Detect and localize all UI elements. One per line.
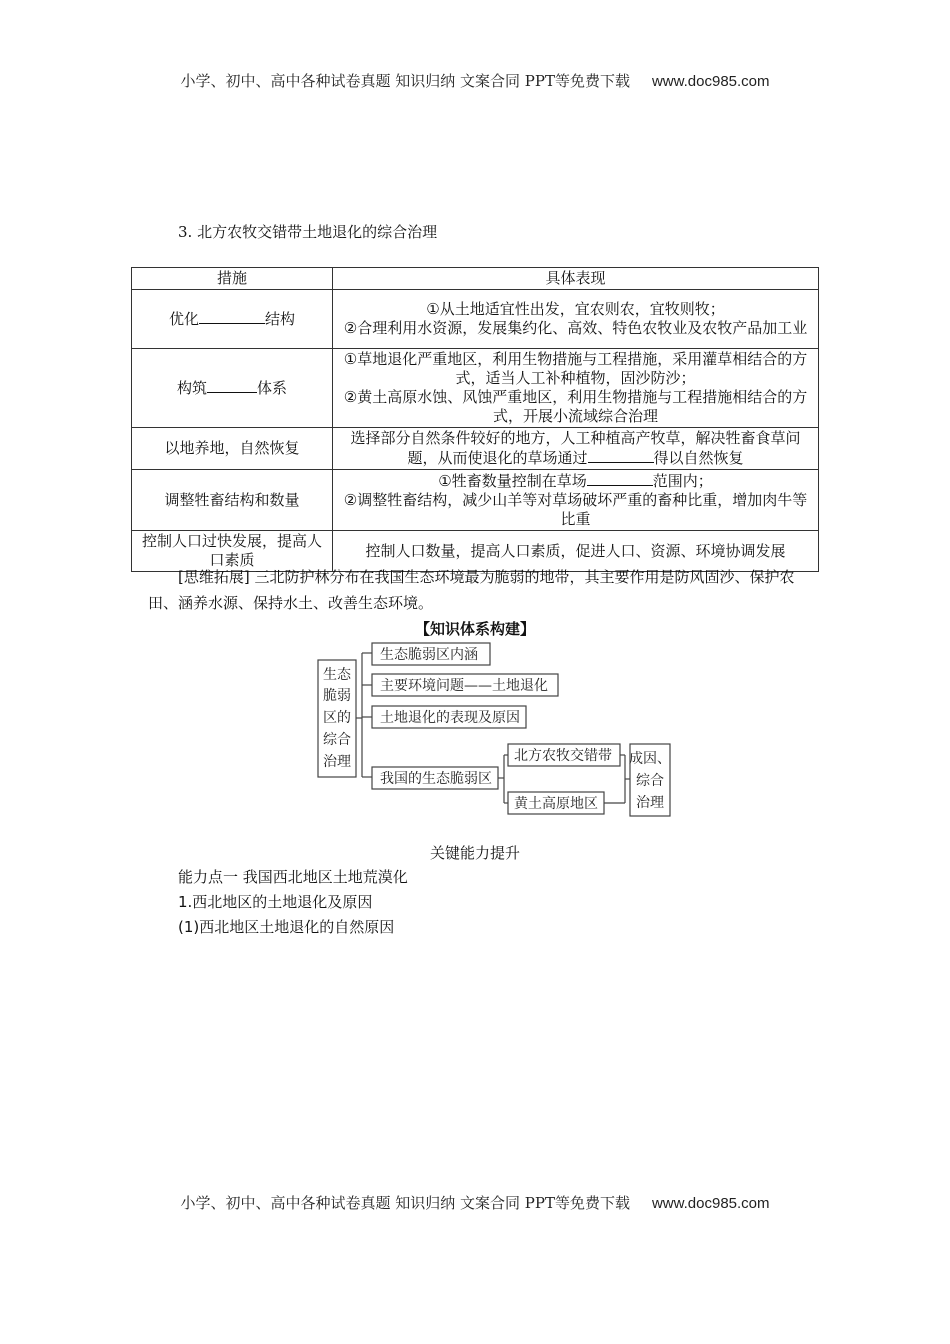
header-text: 小学、初中、高中各种试卷真题 知识归纳 文案合同 PPT等免费下载 xyxy=(180,72,630,90)
measure-cell: 调整牲畜结构和数量 xyxy=(132,470,333,531)
page-header xyxy=(0,70,950,91)
table-row xyxy=(132,470,819,531)
root-label-line: 治理 xyxy=(323,754,351,770)
concept-map-lines xyxy=(318,643,670,816)
branch-box xyxy=(372,643,490,665)
detail-line: ②合理利用水资源，发展集约化、高效、特色农牧业及农牧产品加工业 xyxy=(343,319,808,337)
detail-text: 得以自然恢复 xyxy=(653,449,744,467)
ability-point-heading: 能力点一 我国西北地区土地荒漠化 xyxy=(178,868,408,886)
detail-cell xyxy=(333,349,819,428)
root-label-line: 生态 xyxy=(323,667,351,683)
extension-text: [思维拓展] 三北防护林分布在我国生态环境最为脆弱的地带，其主要作用是防风固沙、保护农田、涵养水源、保持水土、改善生态环境。 xyxy=(148,568,795,612)
key-section-title: 关键能力提升 xyxy=(429,844,520,862)
root-label-line: 综合 xyxy=(323,732,351,748)
branch-label: 土地退化的表现及原因 xyxy=(380,710,520,726)
detail-cell: 控制人口数量，提高人口素质，促进人口、资源、环境协调发展 xyxy=(333,531,819,572)
footer-url: www.doc985.com xyxy=(651,1195,770,1212)
detail-line: ①从土地适宜性出发，宜农则农，宜牧则牧； xyxy=(426,300,725,318)
measure-text: 结构 xyxy=(265,310,296,328)
region-box xyxy=(508,744,620,766)
fill-blank xyxy=(199,309,265,324)
branch-label: 生态脆弱区内涵 xyxy=(380,647,478,663)
measure-cell xyxy=(132,349,333,428)
header-url: www.doc985.com xyxy=(651,73,770,90)
detail-text: 范围内； xyxy=(652,472,713,490)
measure-cell: 以地养地，自然恢复 xyxy=(132,428,333,470)
subsection-heading: 1.西北地区的土地退化及原因 xyxy=(178,893,373,911)
measure-text: 构筑 xyxy=(176,379,207,397)
region-label: 北方农牧交错带 xyxy=(514,748,612,764)
header-measure: 措施 xyxy=(132,268,333,290)
subsection-subheading: (1)西北地区土地退化的自然原因 xyxy=(178,918,395,936)
table-row xyxy=(132,290,819,349)
concept-map-title: 【知识体系构建】 xyxy=(414,620,535,638)
detail-cell xyxy=(333,470,819,531)
branch-box xyxy=(372,674,558,696)
fill-blank xyxy=(588,448,654,463)
region-box xyxy=(508,792,604,814)
result-label-line: 治理 xyxy=(636,795,664,811)
branch-box xyxy=(372,767,498,789)
measures-table xyxy=(131,267,819,572)
fill-blank xyxy=(207,378,257,393)
measure-text: 优化 xyxy=(168,310,199,328)
table-row xyxy=(132,349,819,428)
thinking-extension xyxy=(148,564,818,616)
measure-text: 体系 xyxy=(257,379,288,397)
result-box xyxy=(630,744,670,816)
detail-line xyxy=(339,471,812,491)
result-label-line: 成因、 xyxy=(629,751,671,767)
detail-line: ②调整牲畜结构，减少山羊等对草场破坏严重的畜种比重，增加肉牛等比重 xyxy=(343,491,808,528)
table-row xyxy=(132,428,819,470)
branch-box xyxy=(372,706,526,728)
region-label: 黄土高原地区 xyxy=(514,796,598,812)
detail-text: ①牲畜数量控制在草场 xyxy=(438,472,587,490)
branch-label: 主要环境问题——土地退化 xyxy=(380,678,548,694)
page-footer xyxy=(0,1192,950,1213)
table-header-row xyxy=(132,268,819,290)
detail-line: ②黄土高原水蚀、风蚀严重地区，利用生物措施与工程措施相结合的方式，开展小流域综合治理 xyxy=(343,388,808,425)
root-label-line: 区的 xyxy=(323,710,351,726)
detail-cell xyxy=(333,428,819,470)
detail-cell xyxy=(333,290,819,349)
detail-line: ①草地退化严重地区，利用生物措施与工程措施，采用灌草相结合的方式，适当人工补种植物，固沙防沙； xyxy=(343,350,808,387)
footer-text: 小学、初中、高中各种试卷真题 知识归纳 文案合同 PPT等免费下载 xyxy=(180,1194,630,1212)
fill-blank xyxy=(587,471,653,486)
measure-cell: 控制人口过快发展，提高人口素质 xyxy=(132,531,333,572)
result-label-line: 综合 xyxy=(636,773,664,789)
branch-label: 我国的生态脆弱区 xyxy=(380,771,492,787)
header-detail: 具体表现 xyxy=(333,268,819,290)
section-title: 3. 北方农牧交错带土地退化的综合治理 xyxy=(178,223,438,241)
root-box xyxy=(318,660,356,777)
detail-text: 选择部分自然条件较好的地方，人工种植高产牧草，解决牲畜食草问题，从而使退化的草场通过 xyxy=(350,429,801,467)
root-label-line: 脆弱 xyxy=(323,688,351,704)
measure-cell xyxy=(132,290,333,349)
